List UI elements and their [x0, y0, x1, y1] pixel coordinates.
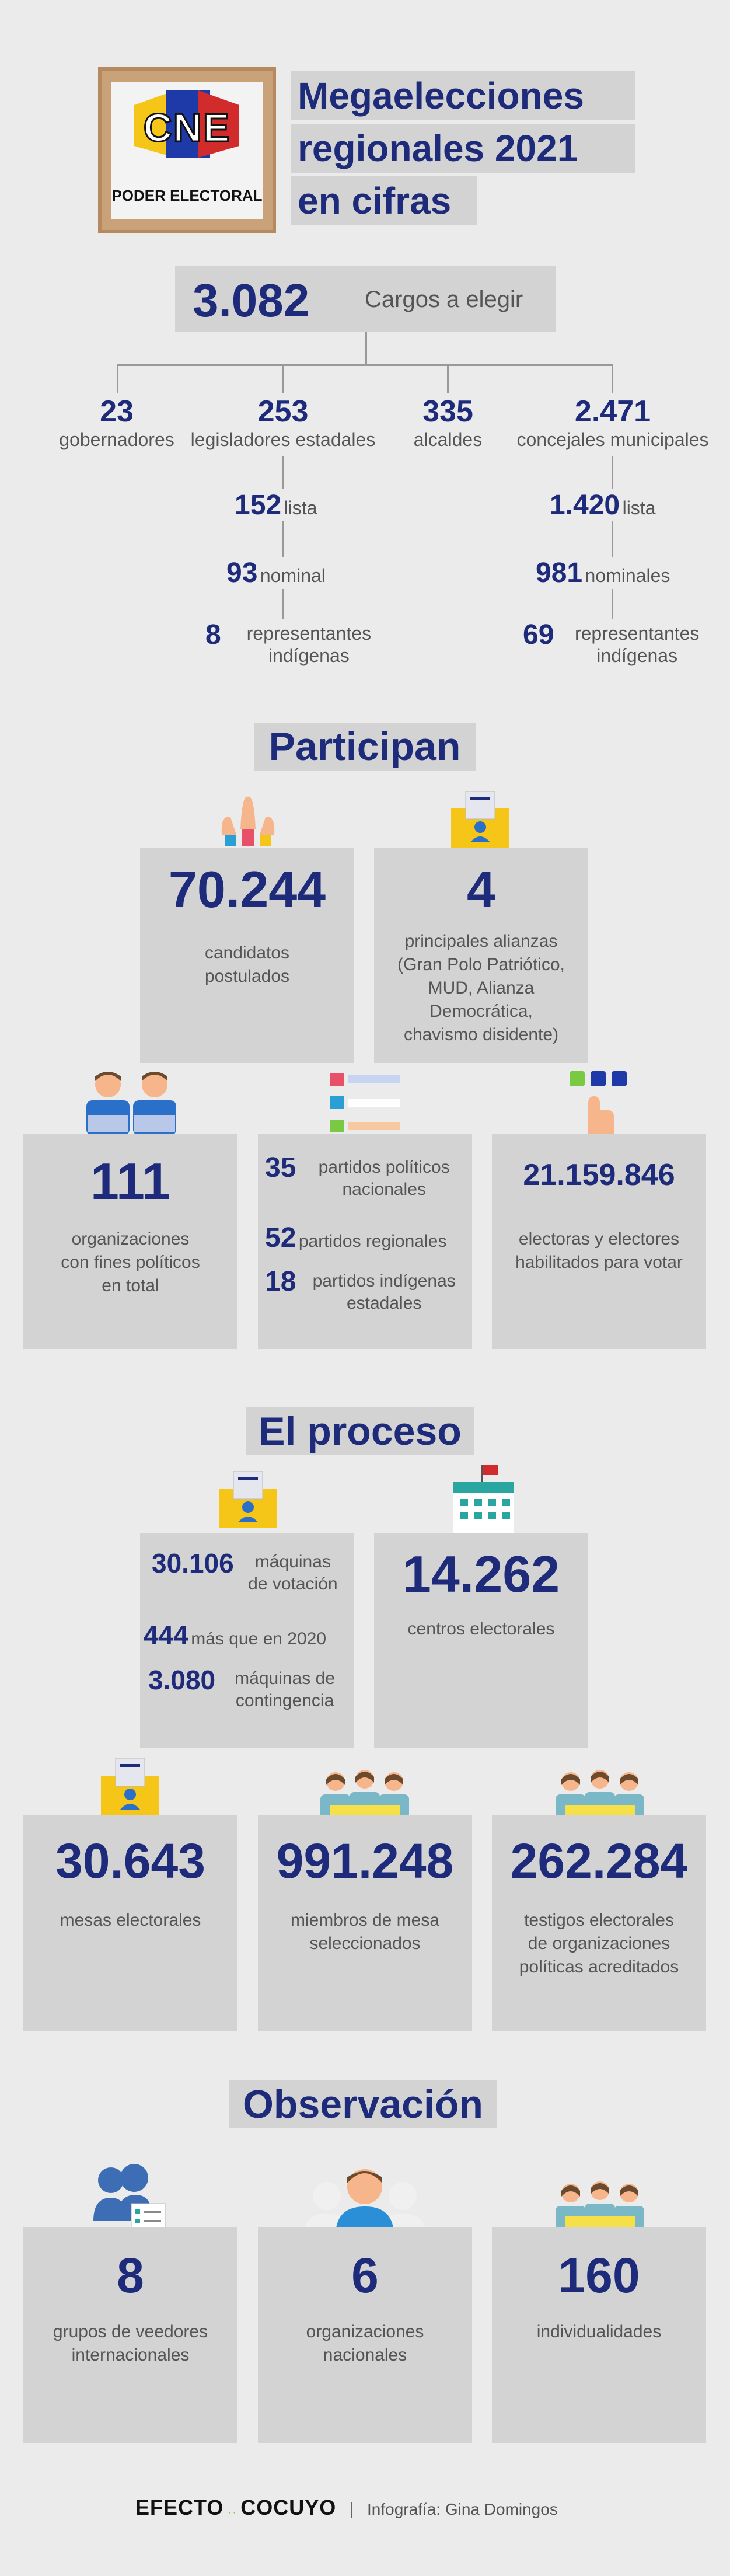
ballot-box-icon — [216, 1471, 280, 1529]
list-icon — [327, 1068, 403, 1138]
title-line-3: en cifras — [291, 176, 477, 225]
legis-nominal: 93 nominal — [226, 557, 378, 589]
logo-text: CNE — [143, 106, 231, 150]
group-icon — [318, 1769, 411, 1818]
branch-legisladores: 253 legisladores estadales — [190, 395, 376, 450]
raised-hands-icon — [216, 785, 280, 849]
concejales-nominales: 981 nominales — [536, 557, 711, 589]
partidos-card: 35 partidos políticos nacionales 52 partidos regionales 18 partidos indígenas estadales — [258, 1134, 472, 1349]
testigos-card: 262.284 testigos electorales de organizaciones políticas acreditados — [492, 1815, 706, 2031]
footer — [135, 2495, 602, 2525]
footer-separator: | — [349, 2500, 354, 2519]
veedores-card: 8 grupos de veedores internacionales — [23, 2227, 237, 2443]
title-line-2: regionales 2021 — [291, 124, 635, 173]
group-icon — [553, 2180, 647, 2230]
organizaciones-card: 111 organizaciones con fines políticos en total — [23, 1134, 237, 1349]
building-icon — [448, 1465, 518, 1535]
title-line-1: Megaelecciones — [291, 71, 635, 120]
electores-card: 21.159.846 electoras y electores habilitados para votar — [492, 1134, 706, 1349]
individualidades-card: 160 individualidades — [492, 2227, 706, 2443]
mesas-card: 30.643 mesas electorales — [23, 1815, 237, 2031]
organizaciones-nacionales-card: 6 organizaciones nacionales — [258, 2227, 472, 2443]
branch-alcaldes: 335 alcaldes — [413, 395, 483, 450]
ballot-box-icon — [448, 791, 512, 849]
concejales-lista: 1.420 lista — [550, 489, 701, 521]
centros-card: 14.262 centros electorales — [374, 1533, 588, 1748]
section-title-proceso: El proceso — [246, 1407, 474, 1455]
footer-credit: Infografía: Gina Domingos — [366, 2500, 558, 2518]
legis-indigenas: 8 representantes indígenas — [205, 619, 392, 667]
cargos-total-value: 3.082 — [193, 274, 310, 326]
branch-concejales: 2.471 concejales municipales — [516, 395, 709, 450]
section-title-observacion: Observación — [229, 2080, 497, 2128]
ballot-box-icon — [98, 1758, 162, 1817]
touch-vote-icon — [565, 1068, 635, 1138]
footer-brand-left: EFECTO — [135, 2495, 224, 2519]
logo-subtext: PODER ELECTORAL — [111, 187, 263, 204]
cargos-total-label: Cargos a elegir — [365, 287, 523, 312]
miembros-card: 991.248 miembros de mesa seleccionados — [258, 1815, 472, 2031]
footer-brand-right: COCUYO — [240, 2495, 337, 2519]
alianzas-card: 4 principales alianzas (Gran Polo Patriótico, MUD, Alianza Democrática, chavismo disidente) — [374, 848, 588, 1063]
concejales-indigenas: 69 representantes indígenas — [523, 619, 715, 667]
people-icon — [82, 1068, 181, 1135]
section-title-participan: Participan — [254, 723, 476, 771]
branch-gobernadores: 23 gobernadores — [59, 395, 174, 450]
group-icon — [553, 1769, 647, 1818]
firefly-icon: ·· — [227, 2504, 237, 2520]
legis-lista: 152 lista — [235, 489, 386, 521]
cne-logo — [98, 67, 276, 233]
maquinas-card: 30.106 máquinas de votación 444 más que en 2020 3.080 máquinas de contingencia — [140, 1533, 354, 1748]
candidatos-card: 70.244 candidatos postulados — [140, 848, 354, 1063]
cargos-total-box — [175, 266, 556, 332]
person-icon — [303, 2166, 426, 2236]
